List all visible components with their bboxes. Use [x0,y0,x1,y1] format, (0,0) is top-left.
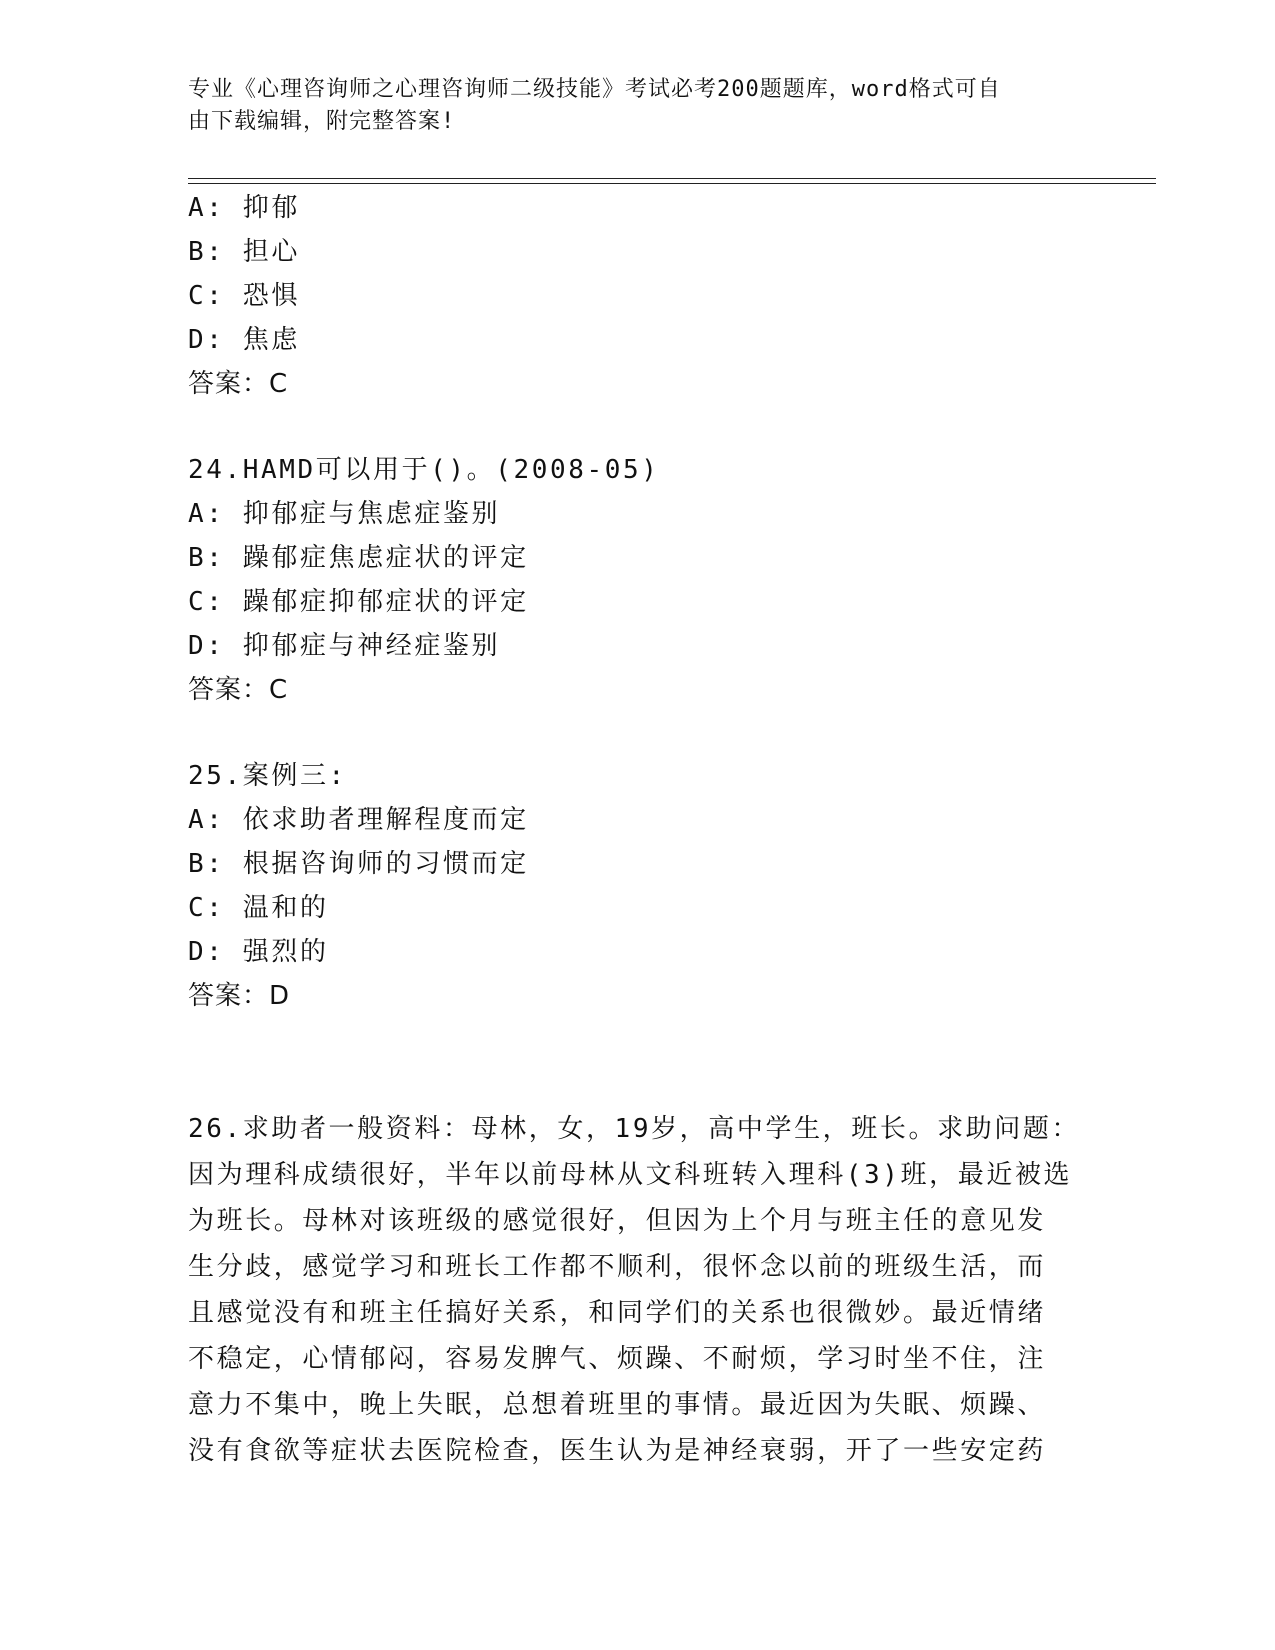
q25-option-b: B: 根据咨询师的习惯而定 [188,849,529,879]
q24-question: 24.HAMD可以用于()。(2008-05) [188,455,660,485]
q26-case-paragraph [188,1106,1080,1474]
q26-line: 为班长。母林对该班级的感觉很好，但因为上个月与班主任的意见发 [188,1206,1047,1236]
q26-line: 不稳定，心情郁闷，容易发脾气、烦躁、不耐烦，学习时坐不住，注 [188,1344,1047,1374]
q26-line: 26.求助者一般资料：母林，女，19岁，高中学生，班长。求助问题： [188,1114,1081,1144]
q25-option-c: C: 温和的 [188,893,329,923]
header-line-1: 专业《心理咨询师之心理咨询师二级技能》考试必考200题题库，word格式可自 [188,77,1001,102]
document-header [188,74,1088,138]
q23-answer: 答案：C [188,369,289,399]
header-rule-bottom [188,183,1156,184]
q26-line: 意力不集中，晚上失眠，总想着班里的事情。最近因为失眠、烦躁、 [188,1390,1047,1420]
header-rule-top [188,178,1156,179]
q23-option-b: B: 担心 [188,237,300,267]
q24-option-c: C: 躁郁症抑郁症状的评定 [188,587,529,617]
q24-answer: 答案：C [188,675,289,705]
q23-option-a: A: 抑郁 [188,193,300,223]
q23-option-d: D: 焦虑 [188,325,300,355]
q24-option-a: A: 抑郁症与焦虑症鉴别 [188,499,501,529]
q25-answer: 答案：D [188,981,291,1011]
q26-line: 且感觉没有和班主任搞好关系，和同学们的关系也很微妙。最近情绪 [188,1298,1047,1328]
q25-option-a: A: 依求助者理解程度而定 [188,805,529,835]
q26-line: 生分歧，感觉学习和班长工作都不顺利，很怀念以前的班级生活，而 [188,1252,1047,1282]
q24-option-d: D: 抑郁症与神经症鉴别 [188,631,501,661]
q25-option-d: D: 强烈的 [188,937,329,967]
q26-line: 因为理科成绩很好，半年以前母林从文科班转入理科(3)班，最近被选 [188,1160,1073,1190]
q23-option-c: C: 恐惧 [188,281,300,311]
q25-question: 25.案例三: [188,761,347,791]
q24-option-b: B: 躁郁症焦虑症状的评定 [188,543,529,573]
header-line-2: 由下载编辑，附完整答案! [188,109,456,134]
q26-line: 没有食欲等症状去医院检查，医生认为是神经衰弱，开了一些安定药 [188,1436,1047,1466]
